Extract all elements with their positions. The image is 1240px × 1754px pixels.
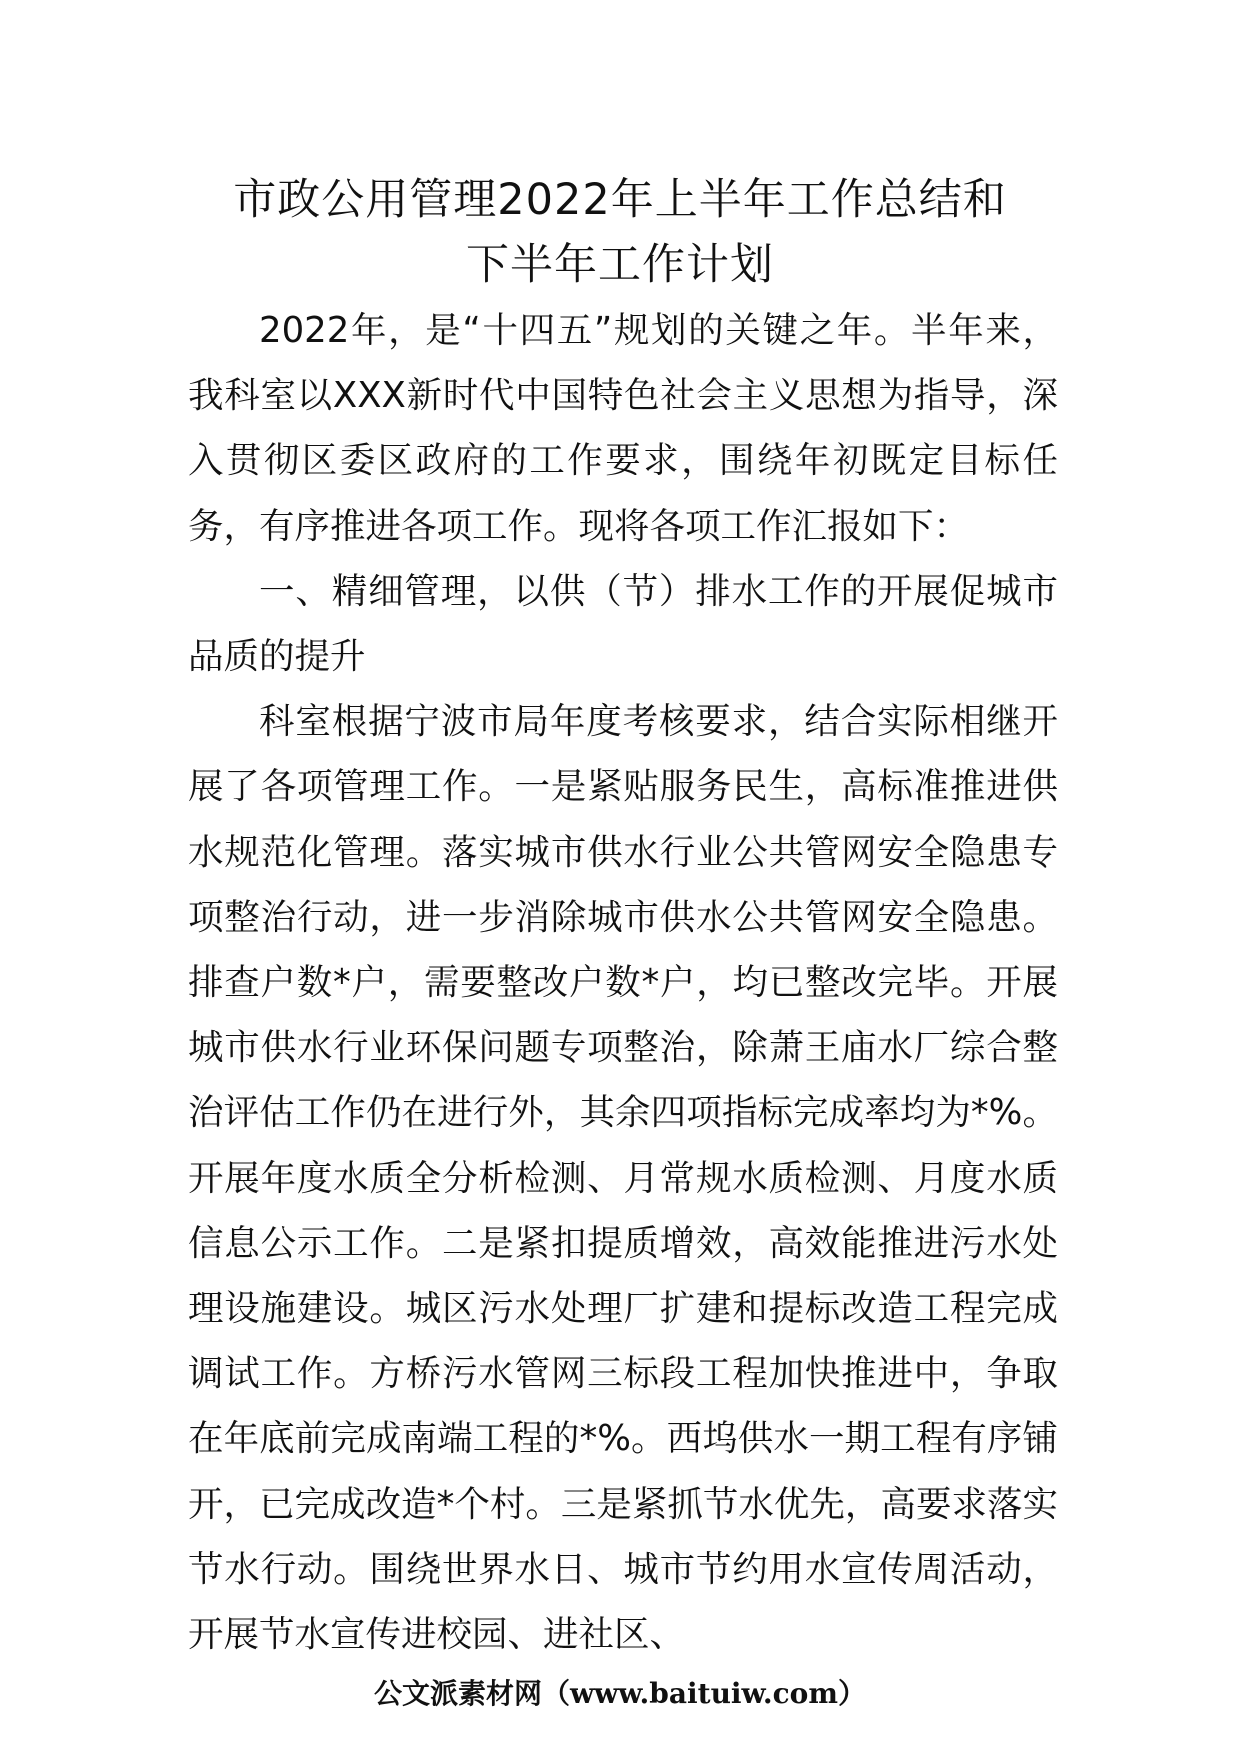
document-title-line-2: 下半年工作计划 (466, 240, 774, 290)
document-body (188, 298, 1058, 1667)
section-heading-1: 一、精细管理，以供（节）排水工作的开展促城市品质的提升 (188, 570, 1058, 678)
section-1-paragraph: 科室根据宁波市局年度考核要求，结合实际相继开展了各项管理工作。一是紧贴服务民生，高标准推进供水规范化管理。落实城市供水行业公共管网安全隐患专项整治行动，进一步消除城市供水公共管网安全隐患。排查户数*户，需要整改户数*户，均已整改完毕。开展城市供水行业环保问题专项整治，除萧王庙水厂综合整治评估工作仍在进行外，其余四项指标完成率均为*%。开展年度水质全分析检测、月常规水质检测、月度水质信息公示工作。二是紧扣提质增效，高效能推进污水处理设施建设。城区污水处理厂扩建和提标改造工程完成调试工作。方桥污水管网三标段工程加快推进中，争取在年底前完成南端工程的*%。西坞供水一期工程有序铺开，已完成改造*个村。三是紧抓节水优先，高要求落实节水行动。围绕世界水日、城市节约用水宣传周活动，开展节水宣传进校园、进社区、 (188, 701, 1058, 1656)
document-title-line-1: 市政公用管理2022年上半年工作总结和 (233, 175, 1007, 225)
footer-watermark: 公文派素材网（www.baituiw.com） (374, 1677, 866, 1710)
intro-paragraph: 2022年，是“十四五”规划的关键之年。半年来，我科室以XXX新时代中国特色社会主义思想为指导，深入贯彻区委区政府的工作要求，围绕年初既定目标任务，有序推进各项工作。现将各项工作汇报如下： (188, 310, 1058, 547)
